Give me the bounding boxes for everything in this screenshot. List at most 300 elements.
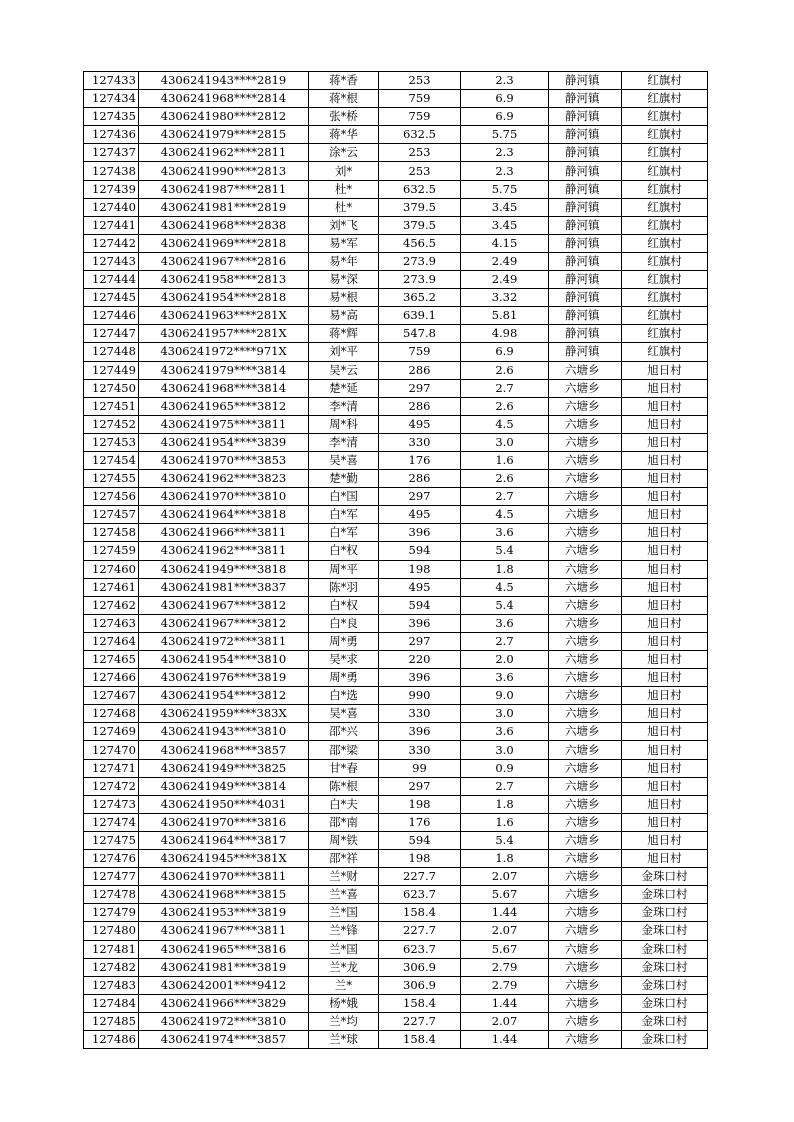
name-cell: 兰*财 (309, 868, 379, 886)
amount-cell: 759 (379, 90, 461, 108)
area-cell: 1.8 (461, 560, 549, 578)
id-number-cell: 4306241964****3818 (139, 506, 309, 524)
area-cell: 2.6 (461, 361, 549, 379)
area-cell: 3.6 (461, 723, 549, 741)
name-cell: 刘*飞 (309, 216, 379, 234)
id-number-cell: 4306241966****3811 (139, 524, 309, 542)
table-row (84, 705, 708, 723)
amount-cell: 495 (379, 506, 461, 524)
name-cell: 张*桥 (309, 108, 379, 126)
amount-cell: 639.1 (379, 307, 461, 325)
township-cell: 六塘乡 (549, 488, 622, 506)
township-cell: 静河镇 (549, 144, 622, 162)
township-cell: 静河镇 (549, 325, 622, 343)
amount-cell: 632.5 (379, 180, 461, 198)
name-cell: 白*权 (309, 596, 379, 614)
record-id-cell: 127438 (84, 162, 139, 180)
area-cell: 5.4 (461, 831, 549, 849)
table-row (84, 831, 708, 849)
name-cell: 周*铁 (309, 831, 379, 849)
table-row (84, 252, 708, 270)
amount-cell: 594 (379, 831, 461, 849)
name-cell: 刘*平 (309, 343, 379, 361)
name-cell: 兰*国 (309, 940, 379, 958)
record-id-cell: 127485 (84, 1012, 139, 1030)
name-cell: 易*高 (309, 307, 379, 325)
name-cell: 白*选 (309, 687, 379, 705)
table-row (84, 795, 708, 813)
amount-cell: 759 (379, 343, 461, 361)
record-id-cell: 127472 (84, 777, 139, 795)
township-cell: 六塘乡 (549, 614, 622, 632)
village-cell: 金珠口村 (622, 1030, 708, 1048)
area-cell: 3.45 (461, 216, 549, 234)
id-number-cell: 4306241949****3818 (139, 560, 309, 578)
area-cell: 2.6 (461, 470, 549, 488)
township-cell: 六塘乡 (549, 578, 622, 596)
area-cell: 5.67 (461, 886, 549, 904)
village-cell: 红旗村 (622, 325, 708, 343)
table-row (84, 90, 708, 108)
name-cell: 白*军 (309, 524, 379, 542)
id-number-cell: 4306241943****2819 (139, 72, 309, 90)
name-cell: 邵*梁 (309, 741, 379, 759)
village-cell: 红旗村 (622, 307, 708, 325)
amount-cell: 227.7 (379, 1012, 461, 1030)
area-cell: 2.7 (461, 379, 549, 397)
township-cell: 六塘乡 (549, 379, 622, 397)
township-cell: 六塘乡 (549, 560, 622, 578)
area-cell: 2.7 (461, 488, 549, 506)
village-cell: 旭日村 (622, 397, 708, 415)
record-id-cell: 127453 (84, 433, 139, 451)
record-id-cell: 127471 (84, 759, 139, 777)
township-cell: 六塘乡 (549, 958, 622, 976)
id-number-cell: 4306241976****3819 (139, 669, 309, 687)
village-cell: 红旗村 (622, 216, 708, 234)
record-id-cell: 127450 (84, 379, 139, 397)
area-cell: 2.0 (461, 651, 549, 669)
village-cell: 红旗村 (622, 234, 708, 252)
table-row (84, 289, 708, 307)
village-cell: 旭日村 (622, 705, 708, 723)
record-id-cell: 127445 (84, 289, 139, 307)
area-cell: 2.3 (461, 162, 549, 180)
area-cell: 4.5 (461, 415, 549, 433)
area-cell: 1.44 (461, 1030, 549, 1048)
township-cell: 六塘乡 (549, 451, 622, 469)
township-cell: 静河镇 (549, 271, 622, 289)
id-number-cell: 4306241972****3811 (139, 632, 309, 650)
area-cell: 5.4 (461, 542, 549, 560)
id-number-cell: 4306241945****381X (139, 850, 309, 868)
record-id-cell: 127477 (84, 868, 139, 886)
name-cell: 白*夫 (309, 795, 379, 813)
township-cell: 六塘乡 (549, 1030, 622, 1048)
area-cell: 2.7 (461, 632, 549, 650)
table-row (84, 198, 708, 216)
table-row (84, 180, 708, 198)
record-id-cell: 127439 (84, 180, 139, 198)
village-cell: 红旗村 (622, 108, 708, 126)
amount-cell: 273.9 (379, 252, 461, 270)
record-id-cell: 127460 (84, 560, 139, 578)
area-cell: 2.79 (461, 976, 549, 994)
record-id-cell: 127433 (84, 72, 139, 90)
name-cell: 蒋*华 (309, 126, 379, 144)
table-row (84, 307, 708, 325)
village-cell: 旭日村 (622, 813, 708, 831)
amount-cell: 990 (379, 687, 461, 705)
area-cell: 9.0 (461, 687, 549, 705)
id-number-cell: 4306241968****3814 (139, 379, 309, 397)
village-cell: 金珠口村 (622, 940, 708, 958)
record-id-cell: 127459 (84, 542, 139, 560)
township-cell: 静河镇 (549, 180, 622, 198)
id-number-cell: 4306241962****3811 (139, 542, 309, 560)
id-number-cell: 4306241967****3811 (139, 922, 309, 940)
area-cell: 6.9 (461, 108, 549, 126)
id-number-cell: 4306241979****2815 (139, 126, 309, 144)
id-number-cell: 4306241967****3812 (139, 614, 309, 632)
table-row (84, 451, 708, 469)
record-id-cell: 127476 (84, 850, 139, 868)
amount-cell: 297 (379, 777, 461, 795)
id-number-cell: 4306241954****3812 (139, 687, 309, 705)
record-id-cell: 127467 (84, 687, 139, 705)
amount-cell: 273.9 (379, 271, 461, 289)
amount-cell: 306.9 (379, 958, 461, 976)
id-number-cell: 4306241965****3812 (139, 397, 309, 415)
id-number-cell: 4306241957****281X (139, 325, 309, 343)
name-cell: 兰*国 (309, 904, 379, 922)
village-cell: 旭日村 (622, 850, 708, 868)
township-cell: 静河镇 (549, 198, 622, 216)
amount-cell: 379.5 (379, 216, 461, 234)
record-id-cell: 127463 (84, 614, 139, 632)
id-number-cell: 4306241981****3819 (139, 958, 309, 976)
id-number-cell: 4306241967****2816 (139, 252, 309, 270)
township-cell: 六塘乡 (549, 1012, 622, 1030)
amount-cell: 286 (379, 361, 461, 379)
table-row (84, 325, 708, 343)
area-cell: 2.49 (461, 271, 549, 289)
area-cell: 2.07 (461, 922, 549, 940)
id-number-cell: 4306241990****2813 (139, 162, 309, 180)
id-number-cell: 4306241966****3829 (139, 994, 309, 1012)
id-number-cell: 4306241981****2819 (139, 198, 309, 216)
amount-cell: 297 (379, 488, 461, 506)
area-cell: 0.9 (461, 759, 549, 777)
id-number-cell: 4306241968****2838 (139, 216, 309, 234)
township-cell: 静河镇 (549, 108, 622, 126)
village-cell: 旭日村 (622, 651, 708, 669)
name-cell: 兰* (309, 976, 379, 994)
id-number-cell: 4306241979****3814 (139, 361, 309, 379)
record-id-cell: 127468 (84, 705, 139, 723)
name-cell: 涂*云 (309, 144, 379, 162)
township-cell: 六塘乡 (549, 850, 622, 868)
record-id-cell: 127457 (84, 506, 139, 524)
amount-cell: 176 (379, 813, 461, 831)
record-id-cell: 127470 (84, 741, 139, 759)
amount-cell: 253 (379, 144, 461, 162)
village-cell: 旭日村 (622, 777, 708, 795)
township-cell: 静河镇 (549, 90, 622, 108)
name-cell: 易*根 (309, 289, 379, 307)
record-id-cell: 127464 (84, 632, 139, 650)
id-number-cell: 4306241972****971X (139, 343, 309, 361)
amount-cell: 396 (379, 723, 461, 741)
table-row (84, 1012, 708, 1030)
name-cell: 刘* (309, 162, 379, 180)
township-cell: 六塘乡 (549, 831, 622, 849)
township-cell: 六塘乡 (549, 524, 622, 542)
name-cell: 蒋*辉 (309, 325, 379, 343)
id-number-cell: 4306241987****2811 (139, 180, 309, 198)
area-cell: 1.8 (461, 795, 549, 813)
township-cell: 六塘乡 (549, 687, 622, 705)
name-cell: 杨*娥 (309, 994, 379, 1012)
name-cell: 白*军 (309, 506, 379, 524)
village-cell: 旭日村 (622, 488, 708, 506)
village-cell: 旭日村 (622, 596, 708, 614)
area-cell: 2.49 (461, 252, 549, 270)
table-row (84, 108, 708, 126)
area-cell: 2.3 (461, 144, 549, 162)
name-cell: 兰*锋 (309, 922, 379, 940)
amount-cell: 396 (379, 524, 461, 542)
township-cell: 六塘乡 (549, 759, 622, 777)
id-number-cell: 4306241967****3812 (139, 596, 309, 614)
id-number-cell: 4306241954****2818 (139, 289, 309, 307)
table-row (84, 632, 708, 650)
table-row (84, 723, 708, 741)
area-cell: 1.44 (461, 904, 549, 922)
name-cell: 陈*根 (309, 777, 379, 795)
id-number-cell: 4306241968****3857 (139, 741, 309, 759)
amount-cell: 495 (379, 578, 461, 596)
id-number-cell: 4306241962****2811 (139, 144, 309, 162)
table-row (84, 759, 708, 777)
amount-cell: 759 (379, 108, 461, 126)
id-number-cell: 4306241965****3816 (139, 940, 309, 958)
record-id-cell: 127443 (84, 252, 139, 270)
amount-cell: 330 (379, 741, 461, 759)
township-cell: 静河镇 (549, 126, 622, 144)
village-cell: 金珠口村 (622, 958, 708, 976)
name-cell: 蒋*根 (309, 90, 379, 108)
village-cell: 红旗村 (622, 90, 708, 108)
area-cell: 1.8 (461, 850, 549, 868)
table-row (84, 777, 708, 795)
village-cell: 旭日村 (622, 669, 708, 687)
record-id-cell: 127474 (84, 813, 139, 831)
area-cell: 5.75 (461, 180, 549, 198)
amount-cell: 198 (379, 850, 461, 868)
table-row (84, 72, 708, 90)
area-cell: 5.4 (461, 596, 549, 614)
amount-cell: 253 (379, 72, 461, 90)
table-row (84, 1030, 708, 1048)
record-id-cell: 127444 (84, 271, 139, 289)
amount-cell: 330 (379, 705, 461, 723)
area-cell: 3.32 (461, 289, 549, 307)
area-cell: 3.6 (461, 524, 549, 542)
township-cell: 六塘乡 (549, 651, 622, 669)
village-cell: 旭日村 (622, 741, 708, 759)
village-cell: 红旗村 (622, 144, 708, 162)
township-cell: 六塘乡 (549, 542, 622, 560)
record-id-cell: 127486 (84, 1030, 139, 1048)
village-cell: 旭日村 (622, 632, 708, 650)
id-number-cell: 4306241970****3816 (139, 813, 309, 831)
village-cell: 旭日村 (622, 831, 708, 849)
village-cell: 旭日村 (622, 470, 708, 488)
area-cell: 5.75 (461, 126, 549, 144)
amount-cell: 220 (379, 651, 461, 669)
id-number-cell: 4306241968****3815 (139, 886, 309, 904)
township-cell: 六塘乡 (549, 632, 622, 650)
village-cell: 旭日村 (622, 759, 708, 777)
record-id-cell: 127446 (84, 307, 139, 325)
amount-cell: 594 (379, 596, 461, 614)
id-number-cell: 4306241954****3810 (139, 651, 309, 669)
township-cell: 六塘乡 (549, 415, 622, 433)
record-id-cell: 127478 (84, 886, 139, 904)
name-cell: 白*权 (309, 542, 379, 560)
record-id-cell: 127434 (84, 90, 139, 108)
table-row (84, 578, 708, 596)
table-row (84, 850, 708, 868)
table-row (84, 361, 708, 379)
name-cell: 邵*祥 (309, 850, 379, 868)
village-cell: 红旗村 (622, 271, 708, 289)
record-id-cell: 127455 (84, 470, 139, 488)
name-cell: 周*科 (309, 415, 379, 433)
name-cell: 兰*喜 (309, 886, 379, 904)
amount-cell: 158.4 (379, 904, 461, 922)
area-cell: 1.6 (461, 451, 549, 469)
village-cell: 金珠口村 (622, 994, 708, 1012)
name-cell: 杜* (309, 198, 379, 216)
name-cell: 邵*兴 (309, 723, 379, 741)
table-row (84, 976, 708, 994)
table-row (84, 397, 708, 415)
id-number-cell: 4306241943****3810 (139, 723, 309, 741)
township-cell: 六塘乡 (549, 904, 622, 922)
table-row (84, 958, 708, 976)
name-cell: 杜* (309, 180, 379, 198)
township-cell: 六塘乡 (549, 705, 622, 723)
amount-cell: 227.7 (379, 868, 461, 886)
area-cell: 3.0 (461, 705, 549, 723)
area-cell: 2.3 (461, 72, 549, 90)
record-id-cell: 127448 (84, 343, 139, 361)
record-id-cell: 127466 (84, 669, 139, 687)
table-row (84, 741, 708, 759)
township-cell: 六塘乡 (549, 795, 622, 813)
record-id-cell: 127442 (84, 234, 139, 252)
id-number-cell: 4306241964****3817 (139, 831, 309, 849)
name-cell: 易*军 (309, 234, 379, 252)
village-cell: 金珠口村 (622, 868, 708, 886)
record-id-cell: 127479 (84, 904, 139, 922)
area-cell: 2.79 (461, 958, 549, 976)
table-row (84, 904, 708, 922)
name-cell: 吴*喜 (309, 705, 379, 723)
amount-cell: 379.5 (379, 198, 461, 216)
township-cell: 六塘乡 (549, 976, 622, 994)
table-row (84, 126, 708, 144)
table-row (84, 524, 708, 542)
table-row (84, 379, 708, 397)
record-id-cell: 127469 (84, 723, 139, 741)
amount-cell: 594 (379, 542, 461, 560)
record-id-cell: 127454 (84, 451, 139, 469)
id-number-cell: 4306241950****4031 (139, 795, 309, 813)
record-id-cell: 127447 (84, 325, 139, 343)
name-cell: 周*勇 (309, 669, 379, 687)
township-cell: 六塘乡 (549, 669, 622, 687)
record-id-cell: 127435 (84, 108, 139, 126)
amount-cell: 158.4 (379, 1030, 461, 1048)
table-row (84, 994, 708, 1012)
area-cell: 3.0 (461, 433, 549, 451)
id-number-cell: 4306241954****3839 (139, 433, 309, 451)
amount-cell: 253 (379, 162, 461, 180)
village-cell: 旭日村 (622, 687, 708, 705)
name-cell: 楚*延 (309, 379, 379, 397)
table-row (84, 868, 708, 886)
record-id-cell: 127440 (84, 198, 139, 216)
table-row (84, 343, 708, 361)
area-cell: 6.9 (461, 90, 549, 108)
township-cell: 六塘乡 (549, 723, 622, 741)
record-id-cell: 127436 (84, 126, 139, 144)
township-cell: 静河镇 (549, 162, 622, 180)
name-cell: 白*国 (309, 488, 379, 506)
name-cell: 白*良 (309, 614, 379, 632)
village-cell: 红旗村 (622, 198, 708, 216)
table-row (84, 596, 708, 614)
id-number-cell: 4306241959****383X (139, 705, 309, 723)
record-id-cell: 127481 (84, 940, 139, 958)
area-cell: 2.07 (461, 1012, 549, 1030)
table-row (84, 415, 708, 433)
table-row (84, 687, 708, 705)
village-cell: 旭日村 (622, 415, 708, 433)
area-cell: 2.7 (461, 777, 549, 795)
id-number-cell: 4306241981****3837 (139, 578, 309, 596)
village-cell: 旭日村 (622, 795, 708, 813)
area-cell: 1.44 (461, 994, 549, 1012)
record-id-cell: 127449 (84, 361, 139, 379)
table-row (84, 669, 708, 687)
area-cell: 4.15 (461, 234, 549, 252)
amount-cell: 306.9 (379, 976, 461, 994)
table-row (84, 470, 708, 488)
township-cell: 静河镇 (549, 343, 622, 361)
village-cell: 旭日村 (622, 451, 708, 469)
table-row (84, 216, 708, 234)
village-cell: 红旗村 (622, 180, 708, 198)
township-cell: 六塘乡 (549, 886, 622, 904)
id-number-cell: 4306241968****2814 (139, 90, 309, 108)
village-cell: 旭日村 (622, 560, 708, 578)
area-cell: 3.6 (461, 669, 549, 687)
table-row (84, 271, 708, 289)
